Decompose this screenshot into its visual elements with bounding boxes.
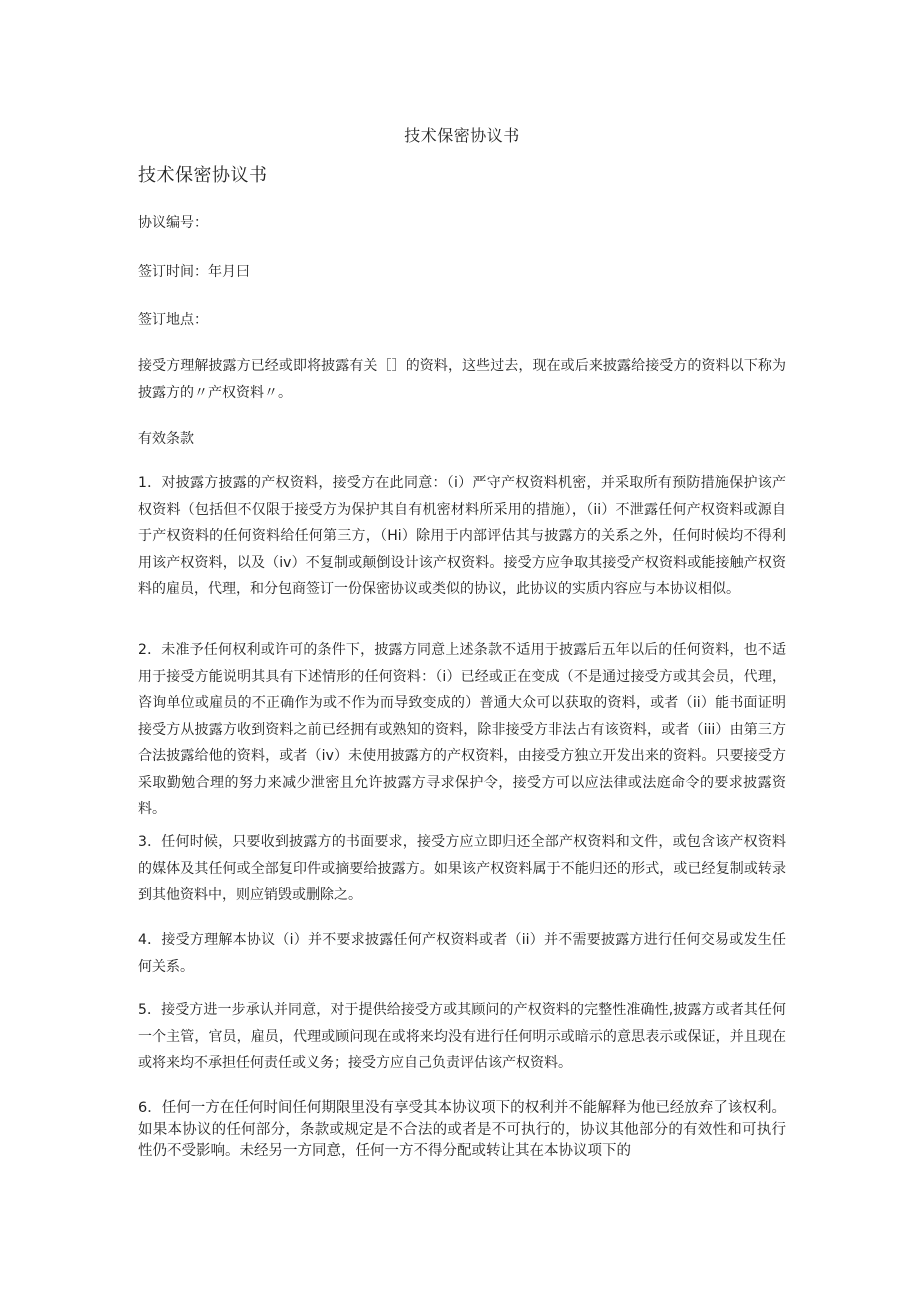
agreement-number-field: 协议编号： [138,215,208,231]
section-heading: 有效条款 [138,431,194,447]
clause-1: 1．对披露方披露的产权资料，接受方在此同意：（i）严守产权资料机密，并采取所有预防措施保护该产权资料（包括但不仅限于接受方为保护其自有机密材料所采用的措施），（ii）不泄露任何产权资料或源自于产权资料的任何资料给任何第三方，（Hi）除用于内部评估其与披露方的关系之外，任何时候均不得利用该产权资料，以及（iv）不复制或颠倒设计该产权资料。接受方应争取其接受产权资料或能接触产权资料的雇员，代理，和分包商签订一份保密协议或类似的协议，此协议的实质内容应与本协议相似。 [138,475,786,597]
clause-2: 2．未准予任何权利或许可的条件下，披露方同意上述条款不适用于披露后五年以后的任何资料，也不适用于接受方能说明其具有下述情形的任何资料：（i）已经或正在变成（不是通过接受方或其会员，代理，咨询单位或雇员的不正确作为或不作为而导致变成的）普通大众可以获取的资料，或者（ii）能书面证明接受方从披露方收到资料之前已经拥有或熟知的资料，除非接受方非法占有该资料，或者（iii）由第三方合法披露给他的资料，或者（iv）未使用披露方的产权资料，由接受方独立开发出来的资料。只要接受方采取勤勉合理的努力来减少泄密且允许披露方寻求保护令，接受方可以应法律或法庭命令的要求披露资料。 [138,642,786,817]
clause-5: 5．接受方进一步承认并同意，对于提供给接受方或其顾问的产权资料的完整性准确性,披露方或者其任何一个主管，官员，雇员，代理或顾问现在或将来均没有进行任何明示或暗示的意思表示或保证，并且现在或将来均不承担任何责任或义务；接受方应自己负责评估该产权资料。 [138,1002,786,1071]
signing-place-field: 签订地点： [138,312,208,328]
clause-6: 6．任何一方在任何时间任何期限里没有享受其本协议项下的权利并不能解释为他已经放弃了该权利。如果本协议的任何部分，条款或规定是不合法的或者是不可执行的，协议其他部分的有效性和可执行性仍不受影响。未经另一方同意，任何一方不得分配或转让其在本协议项下的 [138,1100,786,1159]
document-subtitle: 技术保密协议书 [138,165,268,186]
intro-paragraph: 接受方理解披露方已经或即将披露有关［］的资料，这些过去，现在或后来披露给接受方的资料以下称为披露方的〃产权资料〃。 [138,358,786,401]
signing-date-field: 签订时间：年月曰 [138,264,250,280]
clause-4: 4．接受方理解本协议（i）并不要求披露任何产权资料或者（ii）并不需要披露方进行任何交易或发生任何关系。 [138,932,786,975]
clause-3: 3．任何时候，只要收到披露方的书面要求，接受方应立即归还全部产权资料和文件，或包含该产权资料的媒体及其任何或全部复印件或摘要给披露方。如果该产权资料属于不能归还的形式，或已经复制或转录到其他资料中，则应销毁或删除之。 [138,834,786,903]
document-title: 技术保密协议书 [404,126,520,145]
